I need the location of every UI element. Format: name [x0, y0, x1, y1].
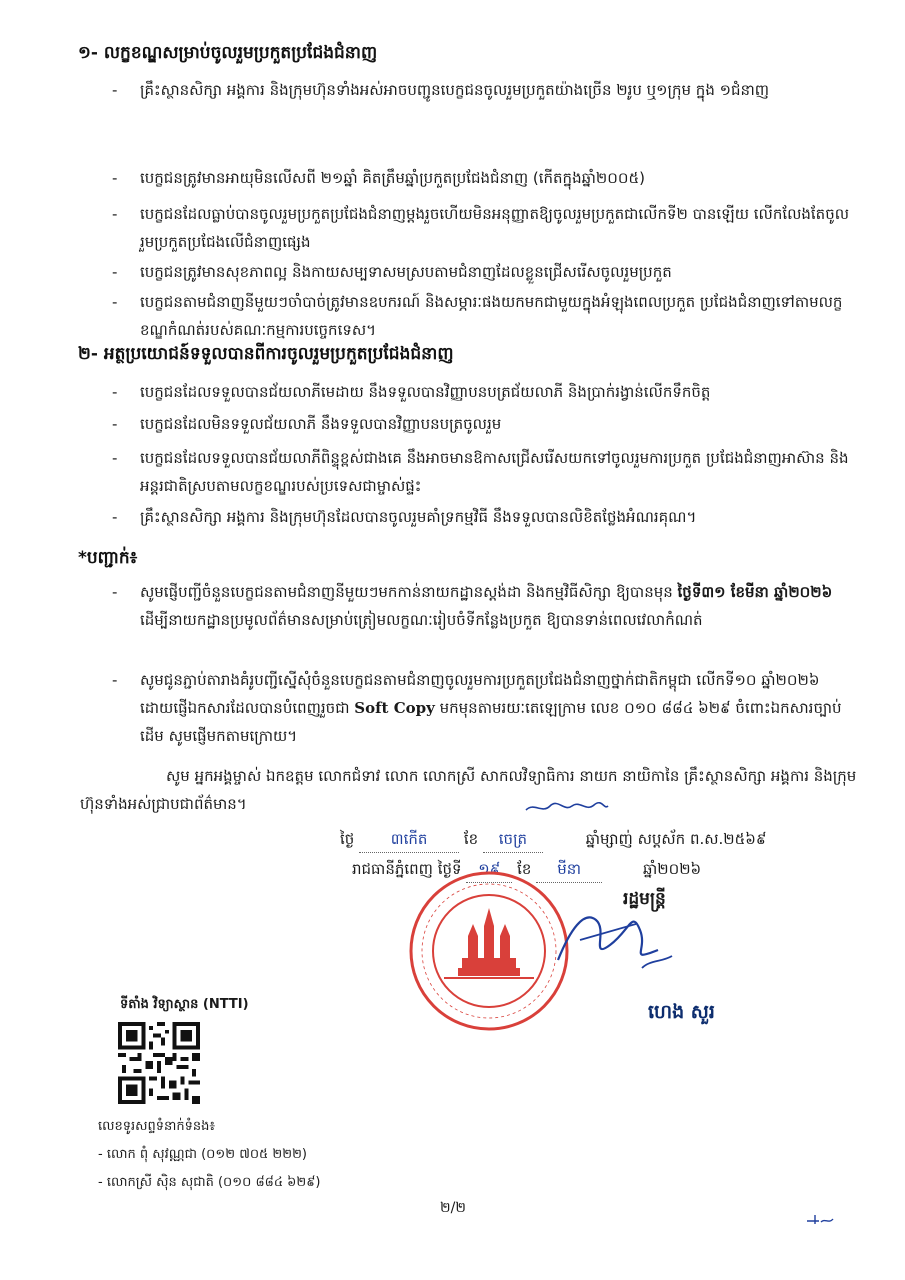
minister-name: ហេង សួរ [648, 1001, 715, 1023]
deadline-date: ថ្ងៃទី៣១ ខែមីនា ឆ្នាំ២០២៦ [677, 583, 833, 601]
qr-location-label: ទីតាំង វិទ្យាស្ថាន (NTTI) [120, 997, 249, 1012]
handwritten-initial-mark [524, 800, 609, 816]
section1-item-5: - បេក្ខជនតាមជំនាញនីមួយៗចាំបាច់ត្រូវមានឧបករណ៍ និងសម្ភារៈផងយកមកជាមួយក្នុងអំឡុងពេលប្រកួត ប្រជែងជំនាញទៅតាមលក្ខខណ្ឌកំណត់របស់គណៈកម្មការបច្ចេកទេស។ [112, 293, 843, 339]
section2-item-4: - គ្រឹះស្ថានសិក្សា អង្គការ និងក្រុមហ៊ុនដែលបានចូលរួមគាំទ្រកម្មវិធី នឹងទទួលបានលិខិតថ្លែងអំណរគុណ។ [112, 508, 697, 526]
soft-copy-label: Soft Copy [354, 699, 435, 717]
section1-item-3: - បេក្ខជនដែលធ្លាប់បានចូលរួមប្រកួតប្រជែងជំនាញម្តងរួចហើយមិនអនុញ្ញាតឱ្យចូលរួមប្រកួតជាលើកទី២ បានឡើយ លើកលែងតែចូលរួមប្រកួតប្រជែងលើជំនាញផ្សេង [112, 205, 849, 251]
minister-signature [540, 890, 680, 980]
closing-paragraph: សូម អ្នកអង្គម្ចាស់ ឯកឧត្តម លោកជំទាវ លោក លោកស្រី សាកលវិទ្យាធិការ នាយក នាយិកានៃ គ្រឹះស្ថានសិក្សា អង្គការ និងក្រុមហ៊ុនទាំងអស់ជ្រាបជាព័ត៌មាន។ [80, 767, 857, 813]
handwritten-corner-mark [805, 1212, 835, 1226]
notes-item-2: - សូមជូនភ្ជាប់តារាងគំរូបញ្ជីស្នើសុំចំនួនបេក្ខជនតាមជំនាញចូលរួមការប្រកួតប្រជែងជំនាញថ្នាក់ជាតិកម្ពុជា លើកទី១០ ឆ្នាំ២០២៦ ដោយផ្ញើឯកសារដែលបានបំពេញរួចជា Soft Copy មកមុនតាមរយៈតេឡេក្រាម លេខ ០១០ ៨៨៤ ៦២៩ ចំពោះឯកសារច្បាប់ដើម សូមផ្ញើមកតាមក្រោយ។ [112, 671, 842, 745]
section2-item-2: - បេក្ខជនដែលមិនទទួលជ័យលាភី នឹងទទួលបានវិញ្ញាបនបត្រចូលរួម [112, 415, 502, 433]
lunar-date-line: ថ្ងៃ ៣កើត ខែ ចេត្រ ឆ្នាំម្សាញ់ សប្តស័ក ព.ស.២៥៦៩ [340, 830, 767, 853]
section1-item-1: - គ្រឹះស្ថានសិក្សា អង្គការ និងក្រុមហ៊ុនទាំងអស់អាចបញ្ជូនបេក្ខជនចូលរួមប្រកួតយ៉ាងច្រើន ២រូប ឬ១ក្រុម ក្នុង ១ជំនាញ [112, 81, 770, 99]
month-field: មីនា [536, 860, 602, 883]
minister-title: រដ្ឋមន្ត្រី [623, 889, 666, 909]
day-field: ១៩ [466, 860, 512, 883]
section1-item-4: - បេក្ខជនត្រូវមានសុខភាពល្អ និងកាយសម្បទាសមស្របតាមជំនាញដែលខ្លួនជ្រើសរើសចូលរួមប្រកួត [112, 263, 672, 281]
contact-line-2: - លោកស្រី ស៊ិន សុជាតិ (០១០ ៨៨៤ ៦២៩) [98, 1175, 321, 1190]
section2-item-1: - បេក្ខជនដែលទទួលបានជ័យលាភីមេដាយ នឹងទទួលបានវិញ្ញាបនបត្រជ័យលាភី និងប្រាក់រង្វាន់លើកទឹកចិត្ត [112, 383, 711, 401]
gregorian-date-line: រាជធានីភ្នំពេញ ថ្ងៃទី ១៩ ខែ មីនា ឆ្នាំ២០២៦ [352, 860, 701, 883]
notes-heading: *បញ្ជាក់៖ [78, 548, 138, 568]
notes-item-1: - សូមផ្ញើបញ្ជីចំនួនបេក្ខជនតាមជំនាញនីមួយៗមកកាន់នាយកដ្ឋានស្តង់ដា និងកម្មវិធីសិក្សា ឱ្យបានមុន ថ្ងៃទី៣១ ខែមីនា ឆ្នាំ២០២៦ ដើម្បីនាយកដ្ឋានប្រមូលព័ត៌មានសម្រាប់ត្រៀមលក្ខណៈរៀបចំទីកន្លែងប្រកួត ឱ្យបានទាន់ពេលវេលាកំណត់ [112, 583, 833, 629]
section2-heading: ២- អត្ថប្រយោជន៍ទទួលបានពីការចូលរួមប្រកួតប្រជែងជំនាញ [78, 344, 454, 364]
lunar-day-field: ៣កើត [359, 830, 459, 853]
contact-line-1: - លោក ពុំ សុវណ្ណជា (០១២ ៧០៥ ២២២) [98, 1147, 307, 1162]
lunar-month-field: ចេត្រ [483, 830, 543, 853]
contact-heading: លេខទូរសព្ទទំនាក់ទំនង៖ [98, 1119, 216, 1134]
section2-item-3: - បេក្ខជនដែលទទួលបានជ័យលាភីពិន្ទុខ្ពស់ជាងគេ នឹងអាចមានឱកាសជ្រើសរើសយកទៅចូលរួមការប្រកួត ប្រជែងជំនាញអាស៊ាន និងអន្តរជាតិស្របតាមលក្ខខណ្ឌរបស់ប្រទេសជាម្ចាស់ផ្ទះ [112, 449, 849, 495]
section1-item-2: - បេក្ខជនត្រូវមានអាយុមិនលើសពី ២១ឆ្នាំ គិតត្រឹមឆ្នាំប្រកួតប្រជែងជំនាញ (កើតក្នុងឆ្នាំ២០០៥) [112, 169, 645, 187]
qr-code[interactable] [118, 1022, 200, 1104]
section1-heading: ១- លក្ខខណ្ឌសម្រាប់ចូលរួមប្រកួតប្រជែងជំនាញ [78, 43, 378, 63]
page-number: ២/២ [440, 1200, 466, 1216]
